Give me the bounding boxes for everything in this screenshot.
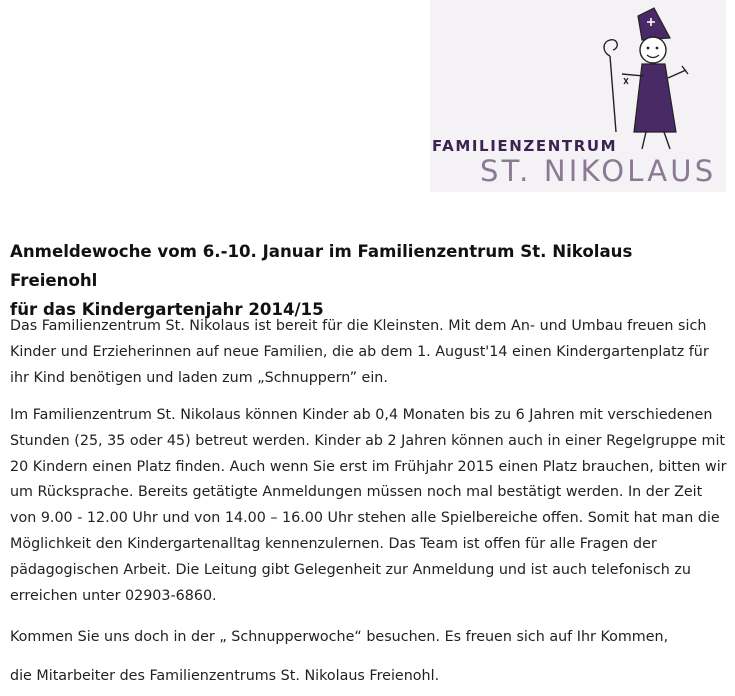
paragraph-signature: die Mitarbeiter des Familienzentrums St. Nikolaus Freienohl.: [10, 668, 440, 684]
headline: [10, 237, 725, 324]
logo-line-1: FAMILIENZENTRUM: [432, 137, 618, 155]
paragraph-intro: Das Familienzentrum St. Nikolaus ist bereit für die Kleinsten. Mit dem An- und Umbau freuen sich Kinder und Erzieherinnen auf neue Familien, die ab dem 1. August'14 einen Kindergartenplatz für ihr Kind benötigen und laden zum „Schnuppern” ein.: [10, 318, 709, 386]
headline-line-2: für das Kindergartenjahr 2014/15: [10, 300, 324, 319]
st-nikolaus-drawing-icon: [590, 4, 710, 154]
paragraph-details: Im Familienzentrum St. Nikolaus können Kinder ab 0,4 Monaten bis zu 6 Jahren mit verschiedenen Stunden (25, 35 oder 45) betreut werden. Kinder ab 2 Jahren können auch in einer Regelgruppe mit 20 Kindern einen Platz finden. Auch wenn Sie erst im Frühjahr 2015 einen Platz brauchen, bitten wir um Rücksprache. Bereits getätigte Anmeldungen müssen noch mal bestätigt werden. In der Zeit von 9.00 - 12.00 Uhr und von 14.00 – 16.00 Uhr stehen alle Spielbereiche offen. Somit hat man die Möglichkeit den Kindergartenalltag kennenzulernen. Das Team ist offen für alle Fragen der pädagogischen Arbeit. Die Leitung gibt Gelegenheit zur Anmeldung und ist auch telefonisch zu erreichen unter 02903-6860.: [10, 407, 727, 604]
logo: [430, 0, 726, 192]
paragraph-invitation: Kommen Sie uns doch in der „ Schnupperwoche“ besuchen. Es freuen sich auf Ihr Kommen,: [10, 629, 669, 645]
logo-line-2: ST. NIKOLAUS: [480, 154, 717, 188]
headline-line-1: Anmeldewoche vom 6.-10. Januar im Familienzentrum St. Nikolaus Freienohl: [10, 242, 633, 290]
